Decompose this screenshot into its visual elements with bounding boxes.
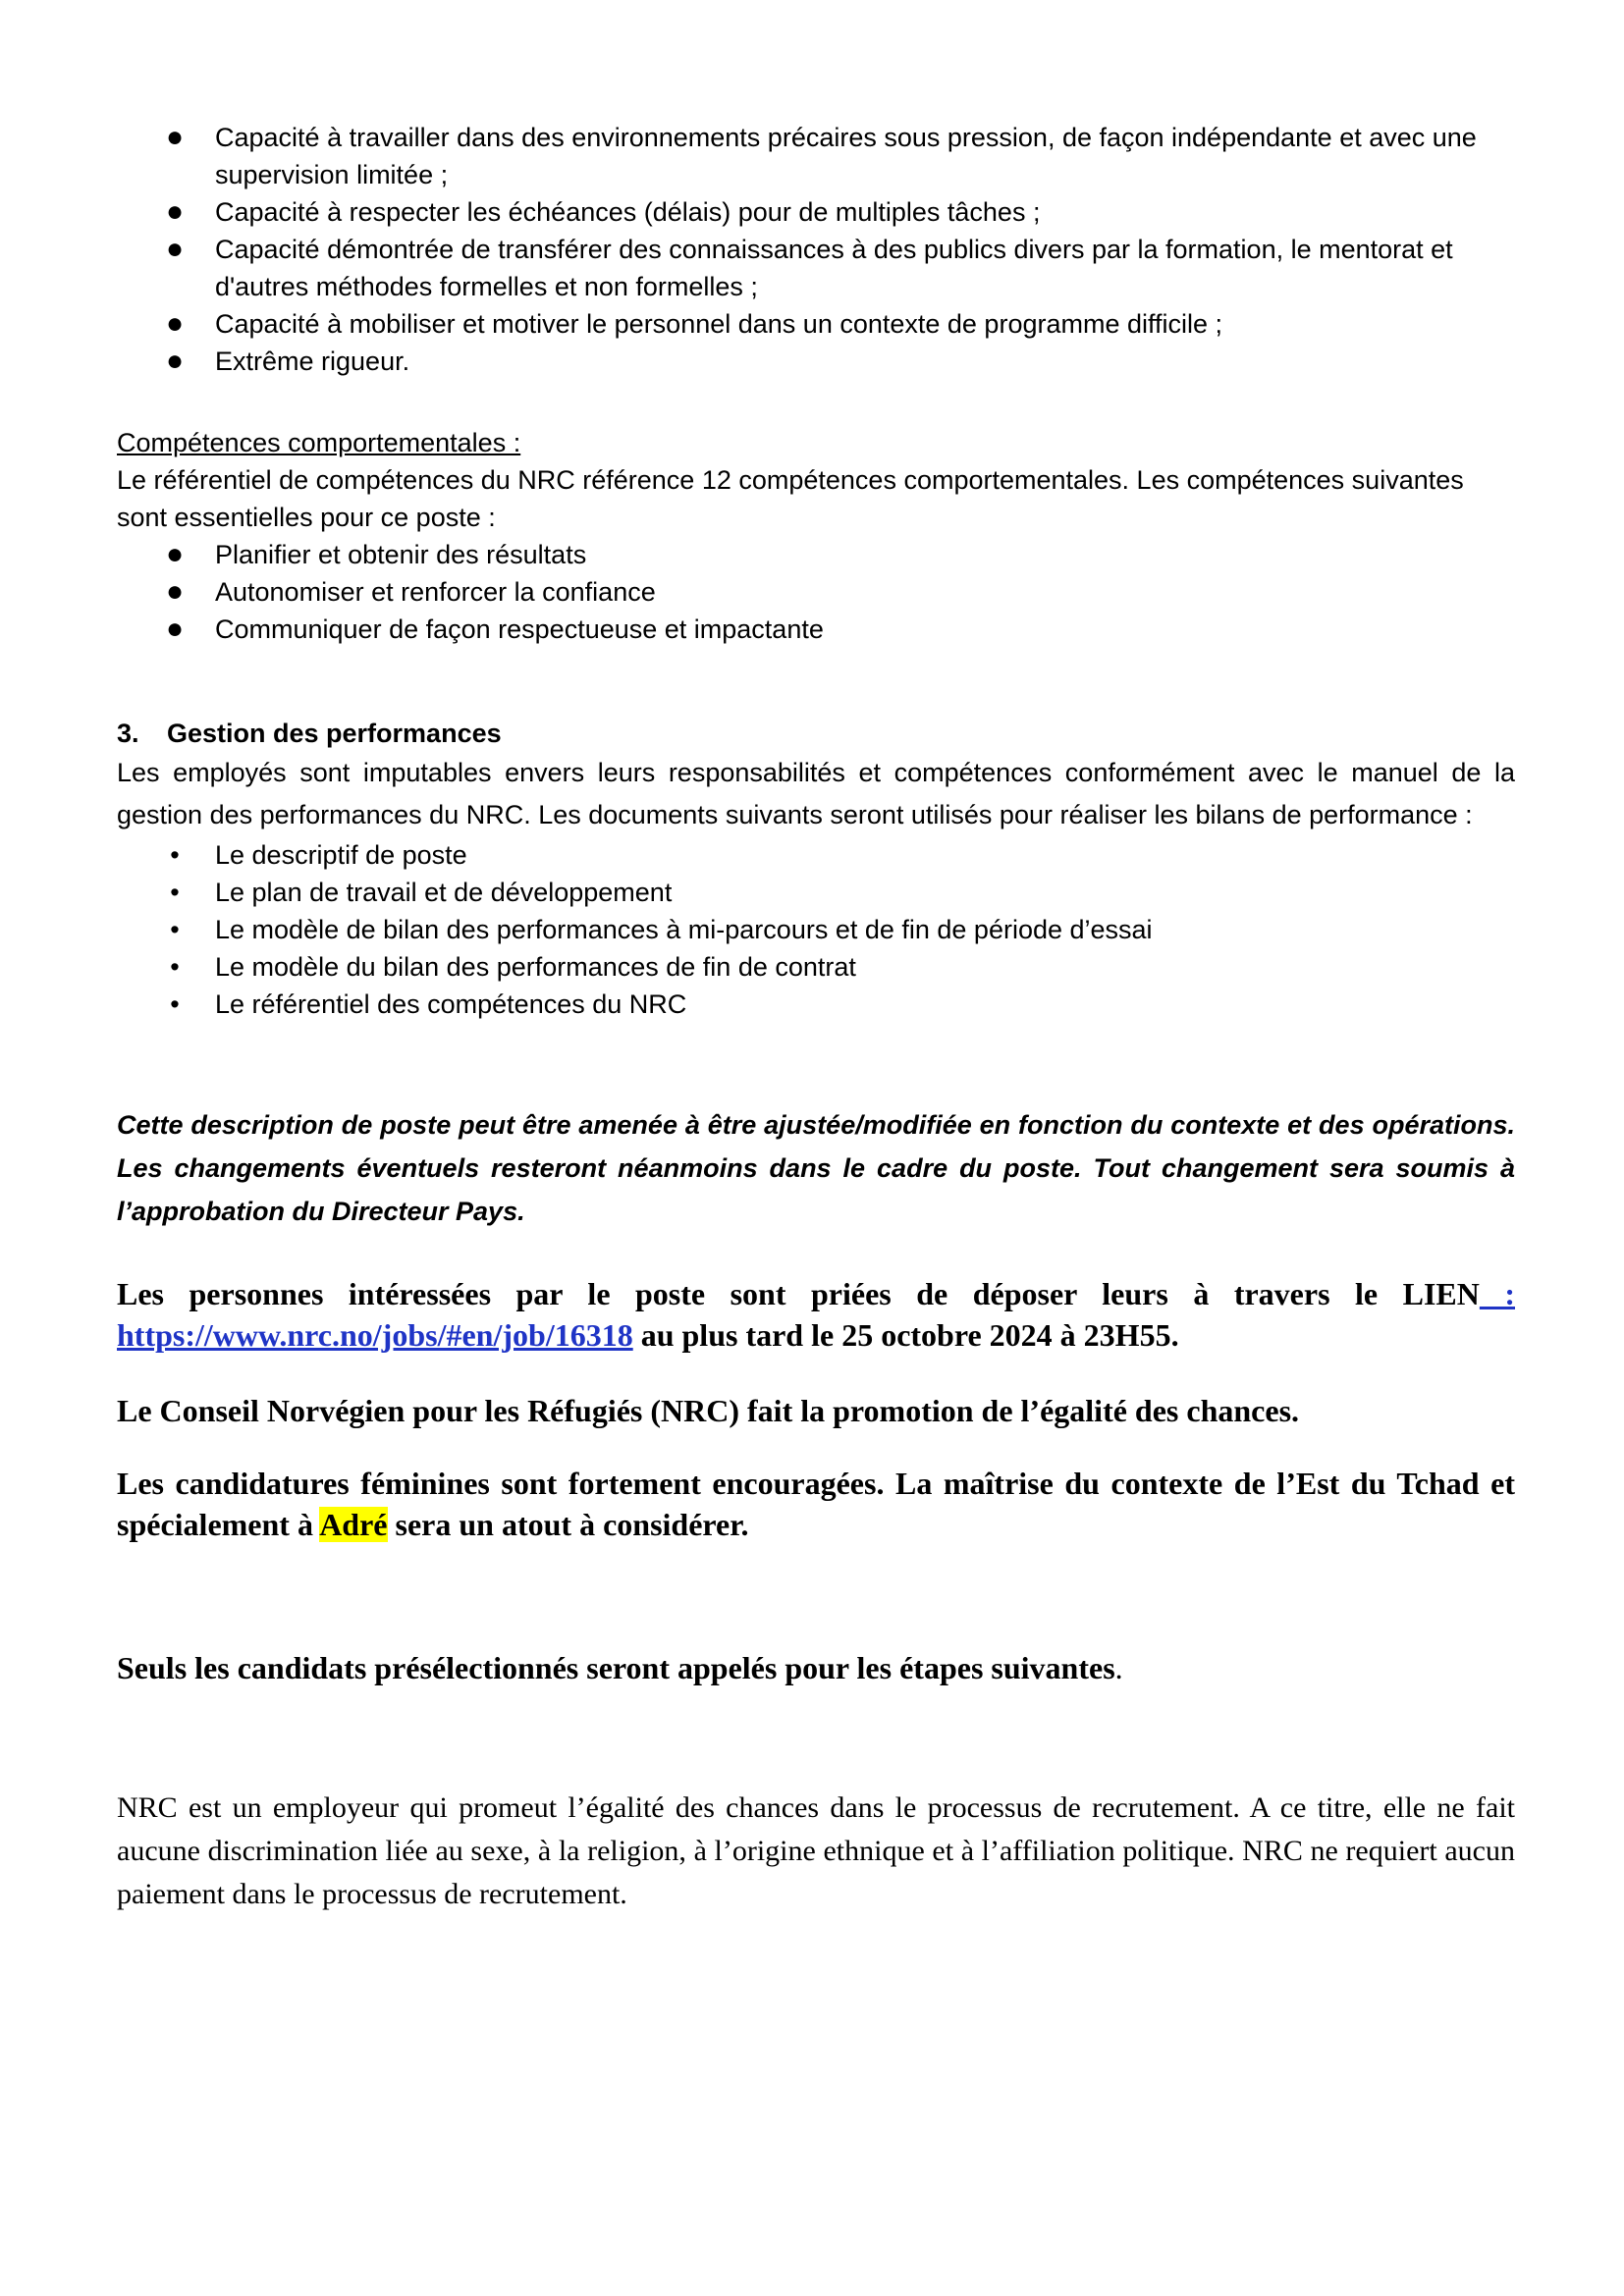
bullet-icon: • <box>170 840 180 870</box>
list-item: • Le descriptif de poste <box>117 836 1515 874</box>
list-item: • Le modèle de bilan des performances à mi-parcours et de fin de période d’essai <box>117 911 1515 948</box>
bullet-icon: ● <box>165 307 185 340</box>
bullet-icon: • <box>170 878 180 907</box>
performance-list <box>117 836 1515 1023</box>
closing-paragraph: NRC est un employeur qui promeut l’égalité des chances dans le processus de recrutement. A ce titre, elle ne fait aucune discrimination liée au sexe, à la religion, à l’origine ethnique et à l’affiliation politique. NRC ne requiert aucun paiement dans le processus de recrutement. <box>117 1791 1515 1910</box>
bullet-icon: • <box>170 915 180 944</box>
list-item: ● Capacité démontrée de transférer des connaissances à des publics divers par la formation, le mentorat et d'autres méthodes formelles et non formelles ; <box>165 233 1453 301</box>
list-item: ● Capacité à mobiliser et motiver le personnel dans un contexte de programme difficile ; <box>117 305 1515 343</box>
section-heading <box>117 715 1515 752</box>
apply-paragraph: Les personnes intéressées par le poste sont priées de déposer leurs à travers le LIEN : https://www.nrc.no/jobs/#en/job/16318 au plus tard le 25 octobre 2024 à 23H55. <box>117 1276 1516 1353</box>
list-item: ● Extrême rigueur. <box>117 343 1515 380</box>
women-encouraged-paragraph: Les candidatures féminines sont fortement encouragées. La maîtrise du contexte de l’Est du Tchad et spécialement à Adré sera un atout à considérer. <box>117 1466 1515 1542</box>
bullet-icon: • <box>170 989 180 1019</box>
list-item: ● Autonomiser et renforcer la confiance <box>117 573 1515 611</box>
performance-section <box>117 715 1515 1023</box>
section-title: Gestion des performances <box>167 719 502 748</box>
list-item: • Le modèle du bilan des performances de fin de contrat <box>117 948 1515 986</box>
behavioral-title: Compétences comportementales : <box>117 428 521 457</box>
performance-intro: Les employés sont imputables envers leurs responsabilités et compétences conformément avec le manuel de la gestion des performances du NRC. Les documents suivants seront utilisés pour réaliser les bilans de performance : <box>117 758 1515 829</box>
bullet-icon: ● <box>165 613 185 645</box>
list-item: ● Capacité à respecter les échéances (délais) pour de multiples tâches ; <box>117 193 1515 231</box>
bullet-icon: ● <box>165 575 185 608</box>
list-item: • Le plan de travail et de développement <box>117 874 1515 911</box>
skills-list-section <box>117 119 1515 380</box>
list-item: ● Capacité à travailler dans des environnements précaires sous pression, de façon indépendante et avec une supervision limitée ; <box>165 121 1477 189</box>
skills-list <box>117 119 1515 380</box>
behavioral-competencies-section <box>117 424 1515 648</box>
bullet-icon: ● <box>165 233 185 265</box>
behavioral-intro: Le référentiel de compétences du NRC référence 12 compétences comportementales. Les compétences suivantes sont essentielles pour ce poste : <box>117 465 1464 532</box>
section-number: 3. <box>117 719 139 748</box>
list-item: • Le référentiel des compétences du NRC <box>117 986 1515 1023</box>
link-colon[interactable]: : <box>1479 1276 1516 1311</box>
list-item: ● Communiquer de façon respectueuse et impactante <box>117 611 1515 648</box>
list-item: ● Planifier et obtenir des résultats <box>117 536 1515 573</box>
application-link[interactable]: https://www.nrc.no/jobs/#en/job/16318 <box>117 1317 633 1353</box>
bullet-icon: ● <box>165 538 185 570</box>
bullet-icon: ● <box>165 195 185 228</box>
disclaimer: Cette description de poste peut être amenée à être ajustée/modifiée en fonction du contexte et des opérations. Les changements éventuels resteront néanmoins dans le cadre du poste. Tout changement sera soumis à l’approbation du Directeur Pays. <box>117 1110 1515 1226</box>
equal-opportunity-statement: Le Conseil Norvégien pour les Réfugiés (NRC) fait la promotion de l’égalité des chances. <box>117 1393 1300 1428</box>
bullet-icon: ● <box>165 121 185 153</box>
behavioral-list <box>117 536 1515 648</box>
shortlist-notice: Seuls les candidats présélectionnés seront appelés pour les étapes suivantes. <box>117 1650 1123 1685</box>
bullet-icon: • <box>170 952 180 982</box>
bullet-icon: ● <box>165 345 185 377</box>
highlighted-location: Adré <box>319 1507 388 1542</box>
